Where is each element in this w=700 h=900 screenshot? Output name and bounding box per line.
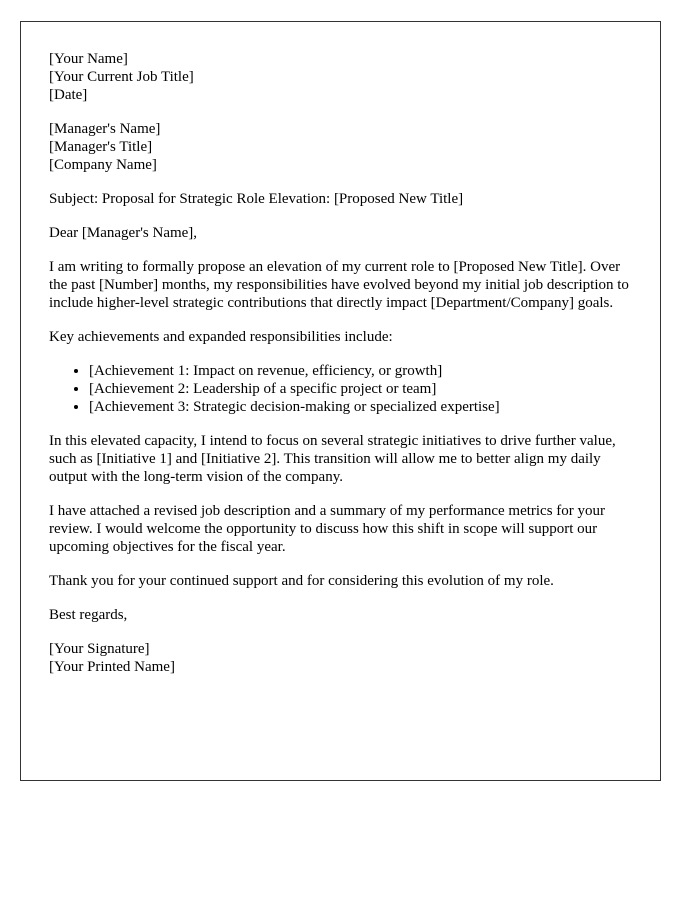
signature: [Your Signature] — [49, 641, 150, 657]
achievement-item: • [Achievement 2: Leadership of a specific project or team] — [89, 380, 632, 398]
sender-block — [49, 50, 632, 104]
recipient-name: [Manager's Name] — [49, 121, 161, 137]
intro-paragraph: I am writing to formally propose an elevation of my current role to [Proposed New Title]. Over the past [Number] months, my responsibilities have evolved beyond my initial job description to include higher-level strategic contributions that directly impact [Department/Company] goals. — [49, 259, 629, 311]
thanks-paragraph: Thank you for your continued support and for considering this evolution of my role. — [49, 573, 554, 589]
recipient-title: [Manager's Title] — [49, 139, 153, 155]
attachments-paragraph: I have attached a revised job description and a summary of my performance metrics for your review. I would welcome the opportunity to discuss how this shift in scope will support our upcoming objectives for the fiscal year. — [49, 503, 606, 555]
salutation: Dear [Manager's Name], — [49, 225, 198, 241]
letter-page — [20, 21, 661, 781]
letter-date: [Date] — [49, 87, 88, 103]
closing: Best regards, — [49, 607, 128, 623]
printed-name: [Your Printed Name] — [49, 659, 175, 675]
achievements-list — [49, 362, 632, 416]
achievement-item: • [Achievement 3: Strategic decision-making or specialized expertise] — [89, 398, 632, 416]
subject-line: Subject: Proposal for Strategic Role Elevation: [Proposed New Title] — [49, 191, 464, 207]
recipient-block — [49, 120, 632, 174]
initiatives-paragraph: In this elevated capacity, I intend to focus on several strategic initiatives to drive further value, such as [Initiative 1] and [Initiative 2]. This transition will allow me to better align my daily output with the long-term vision of the company. — [49, 433, 616, 485]
recipient-company: [Company Name] — [49, 157, 157, 173]
sender-name: [Your Name] — [49, 51, 128, 67]
achievement-item: • [Achievement 1: Impact on revenue, efficiency, or growth] — [89, 362, 632, 380]
signature-block — [49, 640, 632, 676]
achievements-intro: Key achievements and expanded responsibilities include: — [49, 329, 393, 345]
sender-title: [Your Current Job Title] — [49, 69, 194, 85]
